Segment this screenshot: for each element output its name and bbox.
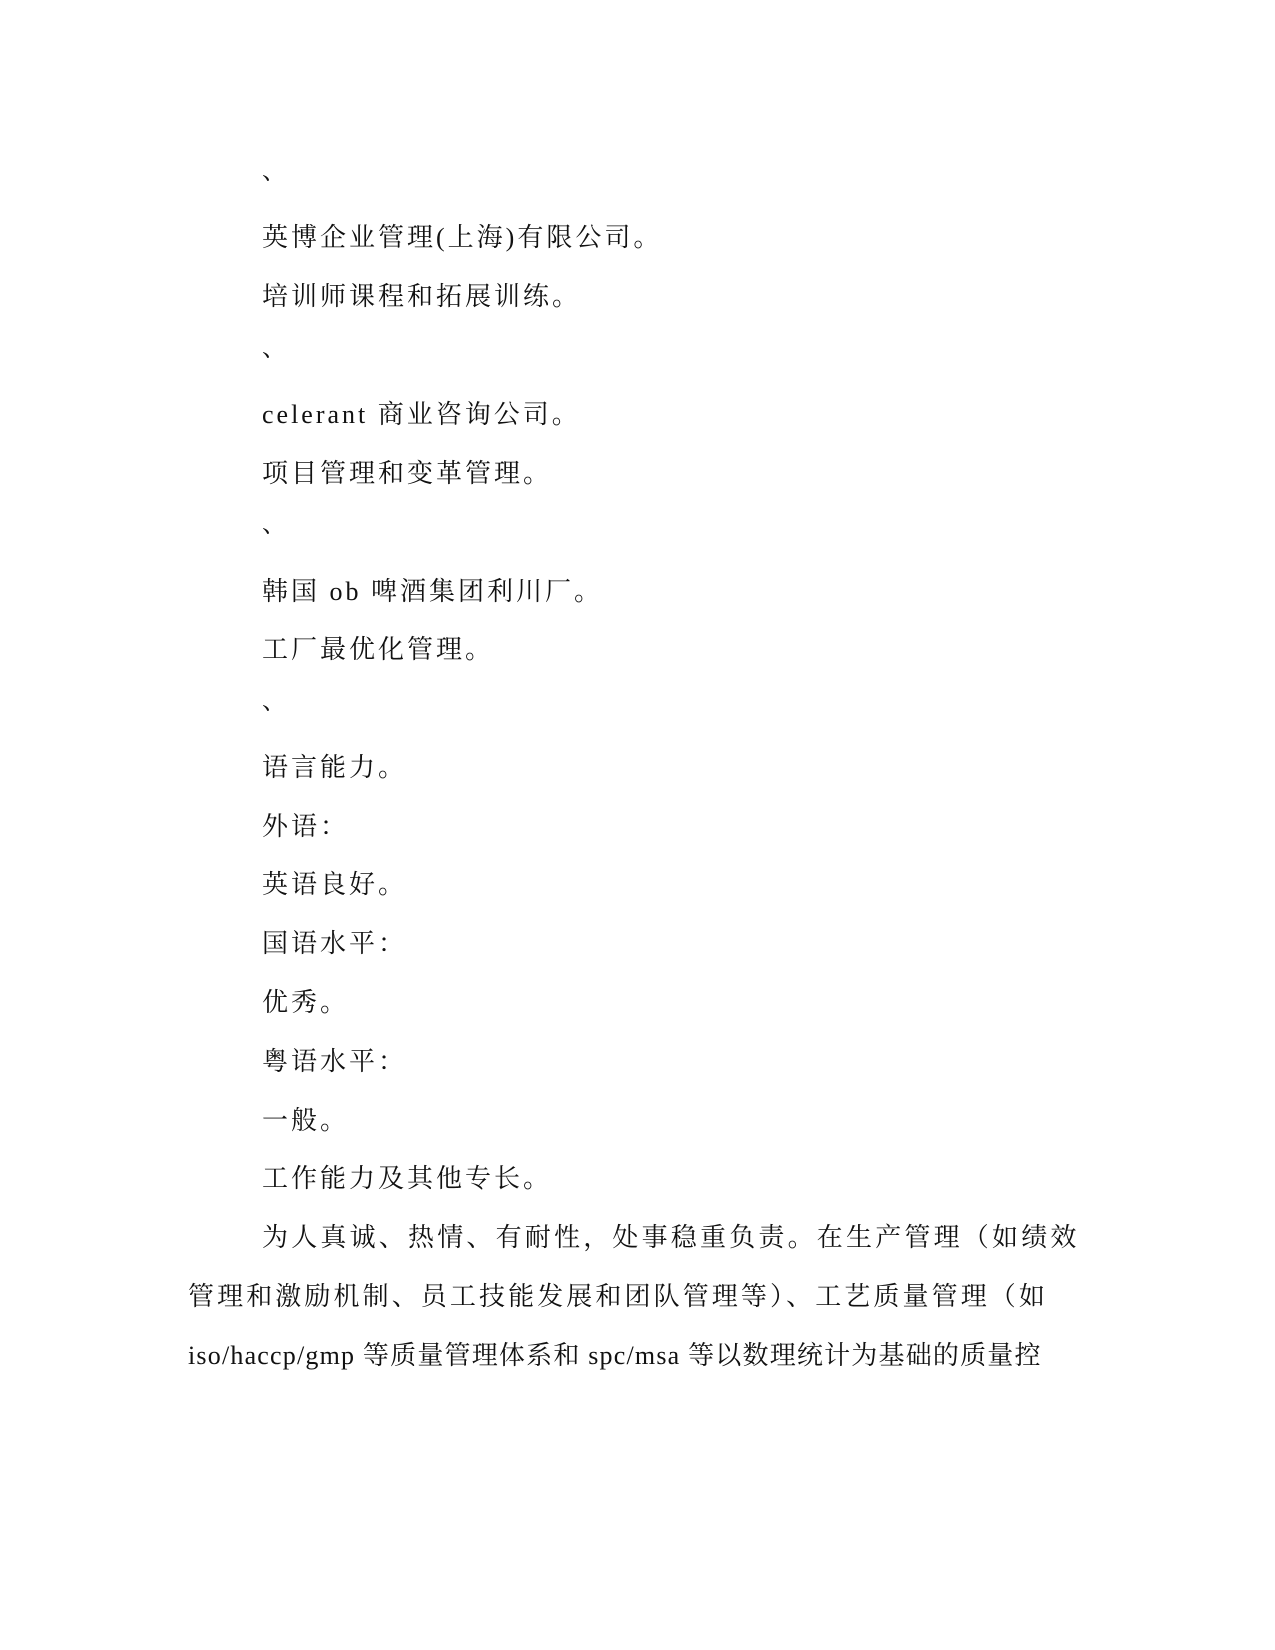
paragraph-line: 为人真诚、热情、有耐性，处事稳重负责。在生产管理（如绩效 <box>262 1223 1080 1252</box>
enumeration-mark: 、 <box>262 336 286 362</box>
language-level: 英语良好。 <box>262 870 408 899</box>
enumeration-mark: 、 <box>262 159 286 185</box>
language-label: 外语： <box>262 812 350 841</box>
paragraph-line: iso/haccp/gmp 等质量管理体系和 spc/msa 等以数理统计为基础的质量控 <box>188 1341 1042 1370</box>
paragraph-line: 管理和激励机制、员工技能发展和团队管理等）、工艺质量管理（如 <box>188 1282 1049 1311</box>
training-description: 项目管理和变革管理。 <box>262 459 553 488</box>
training-description: 培训师课程和拓展训练。 <box>262 282 582 311</box>
language-level: 一般。 <box>262 1106 350 1135</box>
company-name: 韩国 ob 啤酒集团利川厂。 <box>262 577 604 606</box>
enumeration-mark: 、 <box>262 689 286 715</box>
section-heading: 语言能力。 <box>262 753 408 782</box>
language-label: 粤语水平： <box>262 1047 408 1076</box>
enumeration-mark: 、 <box>262 512 286 538</box>
training-description: 工厂最优化管理。 <box>262 635 495 664</box>
company-name: 英博企业管理(上海)有限公司。 <box>262 223 663 252</box>
company-name: celerant 商业咨询公司。 <box>262 400 581 429</box>
language-level: 优秀。 <box>262 988 350 1017</box>
language-label: 国语水平： <box>262 929 408 958</box>
section-heading: 工作能力及其他专长。 <box>262 1164 553 1193</box>
